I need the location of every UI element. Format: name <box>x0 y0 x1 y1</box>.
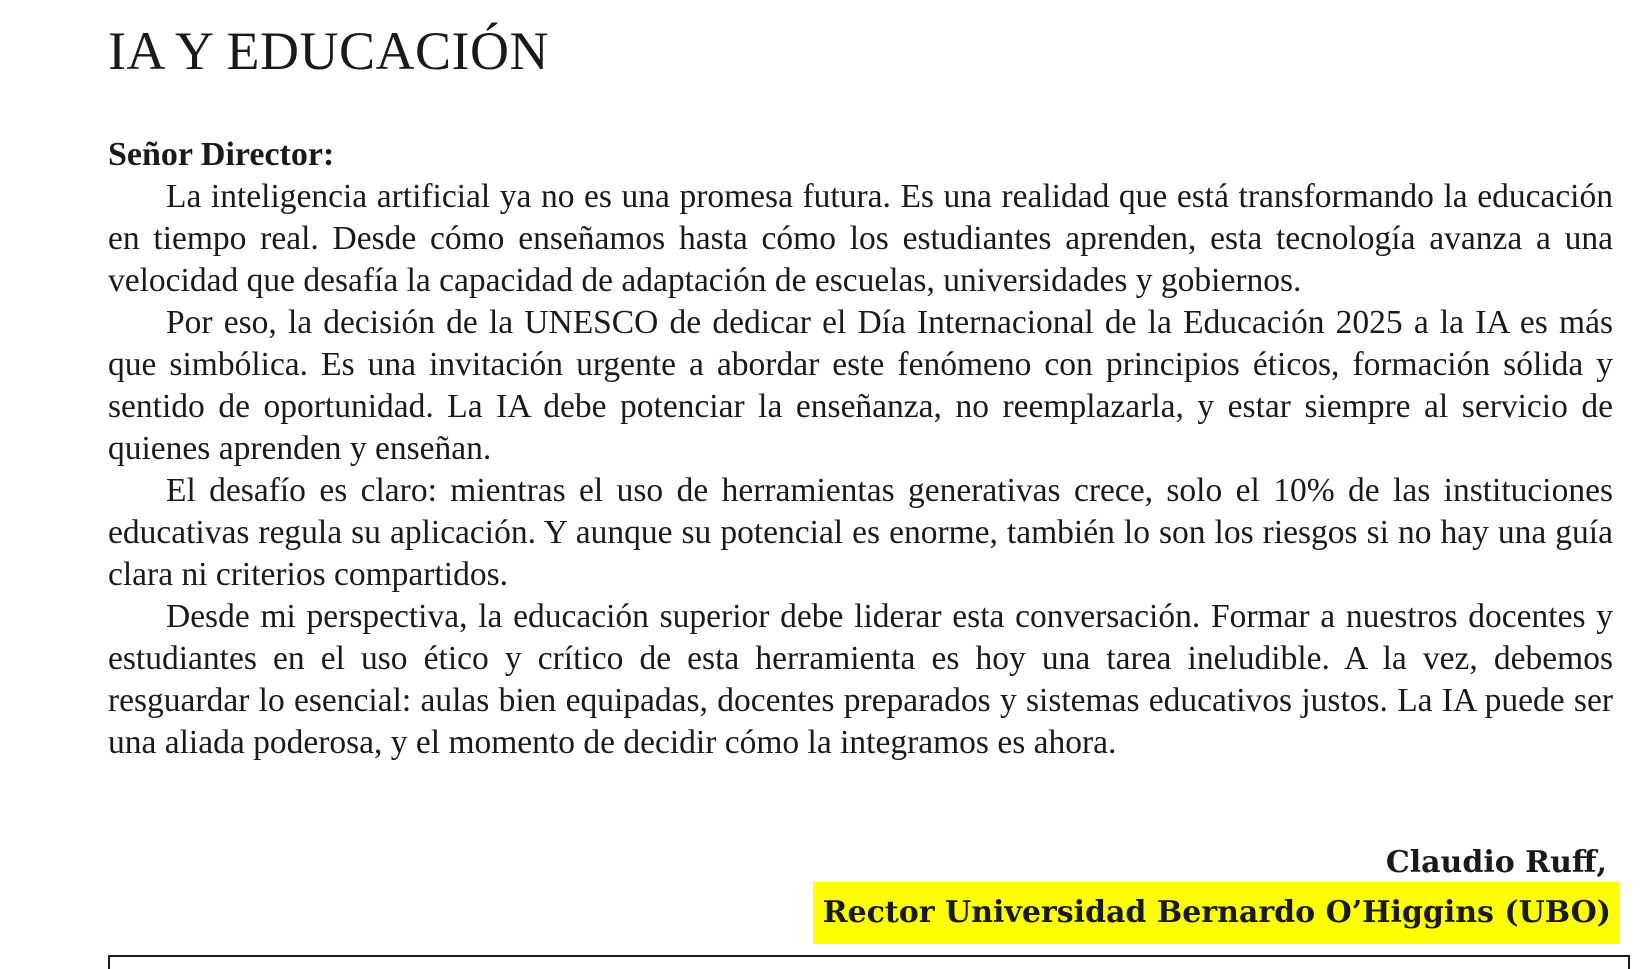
signature-name: Claudio Ruff, <box>1385 845 1607 880</box>
bottom-divider-left-edge <box>108 955 110 969</box>
bottom-divider-right-edge <box>1628 955 1630 969</box>
paragraph-3: El desafío es claro: mientras el uso de herramientas generativas crece, solo el 10% de las instituciones educativas regula su aplicación. Y aunque su potencial es enorme, también lo son los riesgos si no hay una guía clara ni criterios compartidos. <box>108 472 1613 593</box>
letter-article <box>108 18 1613 764</box>
signature-block <box>813 842 1613 944</box>
bottom-divider <box>108 955 1630 957</box>
article-title: IA Y EDUCACIÓN <box>108 21 549 81</box>
salutation: Señor Director: <box>108 136 335 173</box>
letter-body <box>108 176 1613 764</box>
paragraph-1: La inteligencia artificial ya no es una promesa futura. Es una realidad que está transformando la educación en tiempo real. Desde cómo enseñamos hasta cómo los estudiantes aprenden, esta tecnología avanza a una velocidad que desafía la capacidad de adaptación de escuelas, universidades y gobiernos. <box>108 178 1613 299</box>
signature-role-highlighted: Rector Universidad Bernardo O’Higgins (UBO) <box>813 882 1619 944</box>
paragraph-4: Desde mi perspectiva, la educación superior debe liderar esta conversación. Formar a nuestros docentes y estudiantes en el uso ético y crítico de esta herramienta es hoy una tarea ineludible. A la vez, debemos resguardar lo esencial: aulas bien equipadas, docentes preparados y sistemas educativos justos. La IA puede ser una aliada poderosa, y el momento de decidir cómo la integramos es ahora. <box>108 598 1613 761</box>
paragraph-2: Por eso, la decisión de la UNESCO de dedicar el Día Internacional de la Educación 2025 a la IA es más que simbólica. Es una invitación urgente a abordar este fenómeno con principios éticos, formación sólida y sentido de oportunidad. La IA debe potenciar la enseñanza, no reemplazarla, y estar siempre al servicio de quienes aprenden y enseñan. <box>108 304 1613 467</box>
